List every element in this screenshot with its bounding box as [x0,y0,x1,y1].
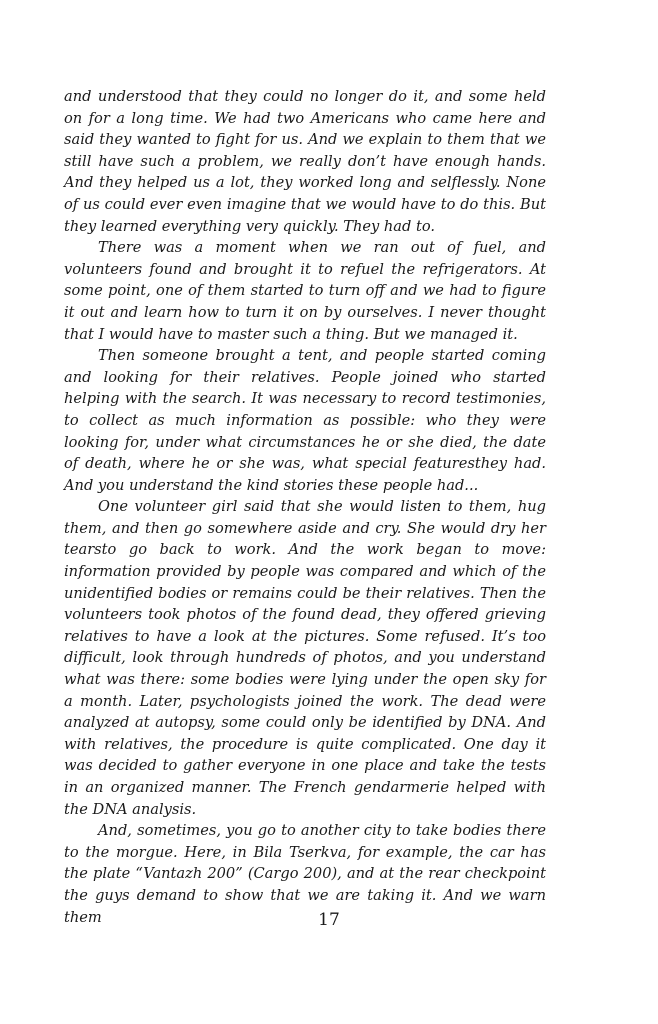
paragraph-volunteer-girl: One volunteer girl said that she would listen to them, hug them, and then go somewhere aside and cry. She would dry her tearsto go back to work. And the work began to move: information provided by people was compared and which of the unidentified bodies or remains could be their relatives. Then the volunteers took photos of the found dead, they offered grieving relatives to have a look at the pictures. Some refused. It’s too difficult, look through hundreds of photos, and you understand what was there: some bodies were lying under the open sky for a month. Later, psychologists joined the work. The dead were analyzed at autopsy, some could only be identified by DNA. And with relatives, the procedure is quite complicated. One day it was decided to gather everyone in one place and take the tests in an organized manner. The French gendarmerie helped with the DNA analysis. [64,498,546,818]
paragraph-continuation: and understood that they could no longer do it, and some held on for a long time. We had two Americans who came here and said they wanted to fight for us. And we explain to them that we still have such a problem, we really don’t have enough hands. And they helped us a lot, they worked long and selflessly. None of us could ever even imagine that we would have to do this. But they learned everything very quickly. They had to. [64,88,546,235]
page-number: 17 [318,910,340,930]
paragraph-fuel: There was a moment when we ran out of fuel, and volunteers found and brought it to refuel the refrigerators. At some point, one of them started to turn off and we had to figure it out and learn how to turn it on by ourselves. I never thought that I would have to master such a thing. But we managed it. [64,239,546,343]
paragraph-tent: Then someone brought a tent, and people started coming and looking for their relatives. People joined who started helping with the search. It was necessary to record testimonies, to collect as much information as possible: who they were looking for, under what circumstances he or she died, the date of death, where he or she was, what special featuresthey had. And you understand the kind stories these people had... [64,347,546,494]
body-text [64,86,546,928]
paragraph-morgue: And, sometimes, you go to another city to take bodies there to the morgue. Here, in Bila Tserkva, for example, the car has the plate “Vantazh 200” (Cargo 200), and at the rear checkpoint the guys demand to show that we are taking it. And we warn them [64,822,546,926]
